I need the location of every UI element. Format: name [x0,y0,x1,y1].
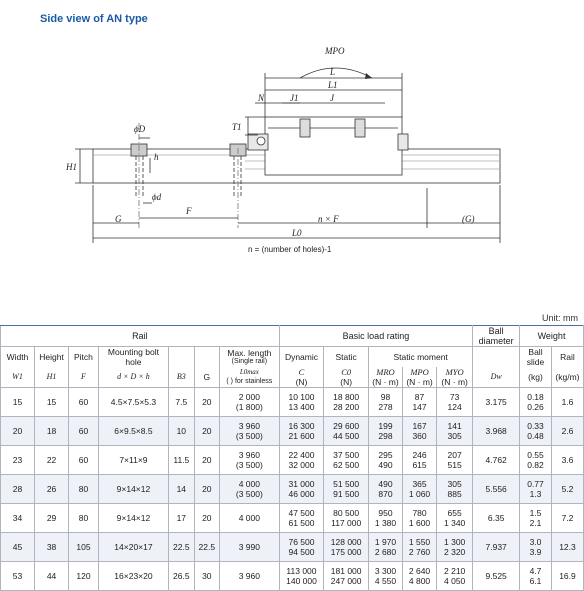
cell-h: 44 [35,562,69,591]
cell-mount: 6×9.5×8.5 [98,417,168,446]
cell-len1: 2 000 [238,392,260,402]
cell-ball-slide [520,446,552,475]
cell-rail: 1.6 [551,388,583,417]
cell-mro [368,446,402,475]
cell-dynamic [279,475,324,504]
cell-bs2: 2.1 [529,518,542,528]
cell-mro1: 1 970 [374,537,397,547]
cell-dw: 4.762 [473,446,520,475]
cell-f: 105 [69,533,99,562]
col-maxlen-sub3: ( ) for stainless [226,378,273,385]
sym-mount: d × D × h [98,367,168,388]
label-T1: T1 [232,122,242,132]
group-ball-diameter: Ball diameter [473,326,520,347]
cell-myo2: 124 [447,402,462,412]
unit-nm-myo: (N · m) [441,377,468,387]
cell-mpo [403,533,437,562]
cell-len2: (3 500) [235,460,263,470]
cell-g: 30 [194,562,220,591]
cell-maxlen [220,417,280,446]
cell-mpo1: 1 550 [408,537,431,547]
cell-myo [437,417,473,446]
cell-bs1: 1.5 [529,508,542,518]
cell-ball-slide [520,475,552,504]
grease-nipple [257,137,265,145]
col-dynamic: Dynamic [279,347,324,368]
cell-myo2: 515 [447,460,462,470]
cell-g: 20 [194,446,220,475]
cell-static [324,388,369,417]
cell-f: 120 [69,562,99,591]
cell-st2: 62 500 [333,460,360,470]
cell-b3: 14 [169,475,195,504]
cell-len2: (1 800) [235,402,263,412]
sym-mpo: MPO [410,367,429,377]
cell-dw: 9.525 [473,562,520,591]
cell-dyn2: 21 600 [288,431,315,441]
cell-w: 34 [1,504,35,533]
cell-dyn2: 13 400 [288,402,315,412]
cell-dyn2: 32 000 [288,460,315,470]
col-maxlen-symbol [220,367,280,388]
cell-mount: 9×14×12 [98,504,168,533]
col-mounting: Mounting bolt hole [98,347,168,368]
cell-h: 26 [35,475,69,504]
col-rail-weight: Rail [551,347,583,368]
cell-bs1: 4.7 [529,566,542,576]
cell-mro2: 4 550 [374,576,397,586]
cell-rail: 7.2 [551,504,583,533]
cell-static [324,446,369,475]
cell-h: 18 [35,417,69,446]
cell-myo [437,446,473,475]
col-ball-slide: Ball slide [520,347,552,368]
cell-static [324,417,369,446]
cell-mount: 4.5×7.5×5.3 [98,388,168,417]
cell-dynamic [279,388,324,417]
cell-mro1: 98 [380,392,391,402]
cell-len1: 4 000 [238,513,260,523]
cell-myo1: 73 [449,392,460,402]
cell-dyn1: 16 300 [288,421,315,431]
cell-f: 80 [69,504,99,533]
cell-myo [437,388,473,417]
cell-myo [437,475,473,504]
cell-len1: 3 990 [238,542,260,552]
sym-f: F [69,367,99,388]
group-weight: Weight [520,326,584,347]
label-phiD: ϕD [134,124,146,134]
cell-mpo1: 246 [412,450,427,460]
cell-st1: 51 500 [333,479,360,489]
cell-dynamic [279,446,324,475]
table-row [1,562,584,591]
cell-mpo1: 167 [412,421,427,431]
cell-maxlen [220,388,280,417]
cell-mpo2: 1 060 [408,489,431,499]
cell-b3: 17 [169,504,195,533]
cell-h: 15 [35,388,69,417]
unit-nm-mro: (N · m) [372,377,399,387]
col-pitch: Pitch [69,347,99,368]
label-L: L [330,67,336,77]
cell-bs2: 0.26 [527,402,544,412]
cell-maxlen [220,446,280,475]
label-J: J [330,93,334,103]
cell-st1: 128 000 [330,537,362,547]
cell-bs1: 0.33 [527,421,544,431]
cell-st2: 91 500 [333,489,360,499]
cell-myo1: 1 300 [444,537,466,547]
cell-dyn1: 31 000 [288,479,315,489]
moment-arc [300,68,372,78]
cell-b3: 11.5 [169,446,195,475]
cell-myo1: 655 [447,508,462,518]
col-mro [368,367,402,388]
cell-st1: 80 500 [333,508,360,518]
cell-len2: (3 500) [235,431,263,441]
cell-maxlen [220,475,280,504]
cell-len1: 3 960 [238,571,260,581]
sym-c0: C0 [341,367,352,377]
cell-g: 22.5 [194,533,220,562]
group-rail: Rail [1,326,280,347]
sym-h1: H1 [35,367,69,388]
cell-g: 20 [194,475,220,504]
cell-mro [368,475,402,504]
cell-myo2: 4 050 [444,576,466,586]
cell-b3: 26.5 [169,562,195,591]
cell-mount: 16×23×20 [98,562,168,591]
cell-dyn2: 61 500 [288,518,315,528]
cell-h: 29 [35,504,69,533]
cell-f: 80 [69,475,99,504]
col-maxlen-title: Max. length [227,348,272,358]
cell-mro [368,562,402,591]
cell-mpo1: 87 [414,392,425,402]
label-H1: H1 [66,162,77,172]
cell-mpo [403,504,437,533]
cell-st2: 247 000 [330,576,362,586]
cell-dyn1: 47 500 [288,508,315,518]
cell-dyn2: 46 000 [288,489,315,499]
cell-mpo2: 1 600 [408,518,431,528]
cell-st1: 37 500 [333,450,360,460]
cell-mount: 9×14×12 [98,475,168,504]
col-maxlen [220,347,280,368]
cell-myo1: 207 [447,450,462,460]
cell-b3: 7.5 [169,388,195,417]
col-dynamic-sym [279,367,324,388]
cell-mount: 14×20×17 [98,533,168,562]
cell-mpo [403,475,437,504]
cell-dyn1: 10 100 [288,392,315,402]
cell-mro [368,388,402,417]
cell-mpo [403,562,437,591]
cell-b3: 22.5 [169,533,195,562]
label-L1: L1 [328,80,338,90]
label-h: h [154,152,159,162]
cell-b3: 10 [169,417,195,446]
cell-mpo2: 360 [412,431,427,441]
cell-rail: 3.6 [551,446,583,475]
sym-dw: Dw [473,367,520,388]
sym-myo: MYO [445,367,464,377]
cell-dynamic [279,504,324,533]
cell-static [324,475,369,504]
cell-myo2: 885 [447,489,462,499]
cell-mro1: 295 [378,450,393,460]
table-row [1,417,584,446]
page-title: Side view of AN type [40,13,148,25]
cell-bs1: 0.77 [527,479,544,489]
cell-f: 60 [69,446,99,475]
col-width: Width [1,347,35,368]
cell-f: 60 [69,417,99,446]
cell-g: 20 [194,417,220,446]
cell-myo [437,562,473,591]
cell-len1: 3 960 [238,450,260,460]
unit-n-dyn: (N) [295,377,308,387]
cell-st2: 44 500 [333,431,360,441]
cell-rail: 5.2 [551,475,583,504]
unit-kg: (kg) [520,367,552,388]
cell-bs1: 0.55 [527,450,544,460]
cell-dyn2: 140 000 [286,576,317,586]
label-nxF: n × F [318,214,339,224]
cell-mpo2: 4 800 [408,576,431,586]
tapped-hole-2 [355,119,365,137]
label-G: G [115,214,122,224]
col-maxlen-sub1: (Single rail) [231,358,268,365]
cell-mpo2: 147 [412,402,427,412]
col-maxlen-sub2: L0max [239,368,259,376]
cell-h: 22 [35,446,69,475]
cell-mro1: 490 [378,479,393,489]
cell-maxlen [220,504,280,533]
cell-mro1: 950 [378,508,393,518]
col-b3-blank [169,347,195,368]
cell-static [324,533,369,562]
cell-myo [437,533,473,562]
cell-dyn1: 113 000 [286,566,317,576]
col-static: Static [324,347,369,368]
cell-dynamic [279,533,324,562]
sym-c: C [298,367,305,377]
cell-ball-slide [520,533,552,562]
tapped-hole-1 [300,119,310,137]
unit-kgm: (kg/m) [551,367,583,388]
cell-st1: 181 000 [330,566,362,576]
cell-dw: 6.35 [473,504,520,533]
cell-ball-slide [520,562,552,591]
label-N: N [258,93,265,103]
col-mpo [403,367,437,388]
cell-static [324,562,369,591]
cell-dw: 5.556 [473,475,520,504]
col-myo [437,367,473,388]
cell-len1: 4 000 [238,479,260,489]
label-F: F [186,206,192,216]
group-load: Basic load rating [279,326,473,347]
cell-w: 53 [1,562,35,591]
cell-myo1: 305 [447,479,462,489]
cell-myo1: 141 [447,421,462,431]
cell-rail: 16.9 [551,562,583,591]
cell-bs2: 1.3 [529,489,542,499]
cell-bs2: 3.9 [529,547,542,557]
cell-mro2: 1 380 [374,518,397,528]
cell-mro [368,533,402,562]
sym-b3: B3 [169,367,195,388]
cell-bs1: 0.18 [527,392,544,402]
label-J1: J1 [290,93,299,103]
cell-mpo1: 2 640 [408,566,431,576]
unit-n-stat: (N) [340,377,353,387]
cell-st2: 117 000 [331,518,362,528]
cell-g: 20 [194,388,220,417]
cell-g: 20 [194,504,220,533]
cell-myo [437,504,473,533]
cell-ball-slide [520,388,552,417]
cell-w: 15 [1,388,35,417]
cell-mpo [403,446,437,475]
cell-maxlen [220,533,280,562]
label-G-paren: (G) [462,214,475,224]
col-dw-blank [473,347,520,368]
cell-mro1: 199 [378,421,393,431]
cell-st1: 29 600 [333,421,360,431]
cell-bs2: 6.1 [529,576,542,586]
cell-ball-slide [520,504,552,533]
cell-f: 60 [69,388,99,417]
sym-g: G [194,367,220,388]
cell-maxlen [220,562,280,591]
table-row [1,446,584,475]
cell-st2: 28 200 [333,402,360,412]
col-g-blank [194,347,220,368]
cell-w: 45 [1,533,35,562]
cell-len1: 3 960 [238,421,260,431]
label-phid: ϕd [152,192,162,202]
cell-myo2: 305 [447,431,462,441]
cell-mro2: 490 [378,460,393,470]
cell-dyn1: 76 500 [288,537,315,547]
cell-mpo1: 780 [412,508,427,518]
cell-mro2: 278 [378,402,393,412]
cell-mpo2: 2 760 [408,547,431,557]
cell-static [324,504,369,533]
table-row [1,388,584,417]
spec-table [0,325,584,591]
cell-bs1: 3.0 [529,537,542,547]
cell-dyn2: 94 500 [288,547,315,557]
col-static-sym [324,367,369,388]
cell-mpo [403,388,437,417]
cell-mpo1: 365 [412,479,427,489]
cell-ball-slide [520,417,552,446]
cell-w: 23 [1,446,35,475]
cell-myo2: 2 320 [444,547,466,557]
holes-note: n = (number of holes)-1 [248,245,332,254]
cell-mro2: 298 [378,431,393,441]
cell-rail: 2.6 [551,417,583,446]
cell-mro2: 2 680 [374,547,397,557]
cell-mpo2: 615 [412,460,427,470]
cell-myo2: 1 340 [444,518,466,528]
unit-nm-mpo: (N · m) [406,377,433,387]
cell-mpo [403,417,437,446]
side-view-drawing [0,28,584,263]
label-L0: L0 [292,228,302,238]
cell-bs2: 0.82 [527,460,544,470]
cell-st2: 175 000 [330,547,362,557]
table-row [1,504,584,533]
cell-bs2: 0.48 [527,431,544,441]
table-row [1,533,584,562]
cell-mro [368,417,402,446]
cell-len2: (3 500) [235,489,263,499]
table-row [1,475,584,504]
cell-mro [368,504,402,533]
cell-mro1: 3 300 [374,566,397,576]
sym-w1: W1 [1,367,35,388]
sym-mro: MRO [376,367,395,377]
cell-dw: 3.175 [473,388,520,417]
col-static-moment: Static moment [368,347,472,368]
unit-label: Unit: mm [542,313,578,323]
cell-dw: 7.937 [473,533,520,562]
cell-dynamic [279,417,324,446]
cell-dyn1: 22 400 [288,450,315,460]
cell-w: 20 [1,417,35,446]
cell-w: 28 [1,475,35,504]
cell-h: 38 [35,533,69,562]
label-mpo: MPO [325,46,345,56]
cell-mount: 7×11×9 [98,446,168,475]
cell-dynamic [279,562,324,591]
cell-st1: 18 800 [333,392,360,402]
cell-rail: 12.3 [551,533,583,562]
col-height: Height [35,347,69,368]
cell-mro2: 870 [378,489,393,499]
cell-dw: 3.968 [473,417,520,446]
slide-block [265,117,402,175]
cell-myo1: 2 210 [444,566,466,576]
